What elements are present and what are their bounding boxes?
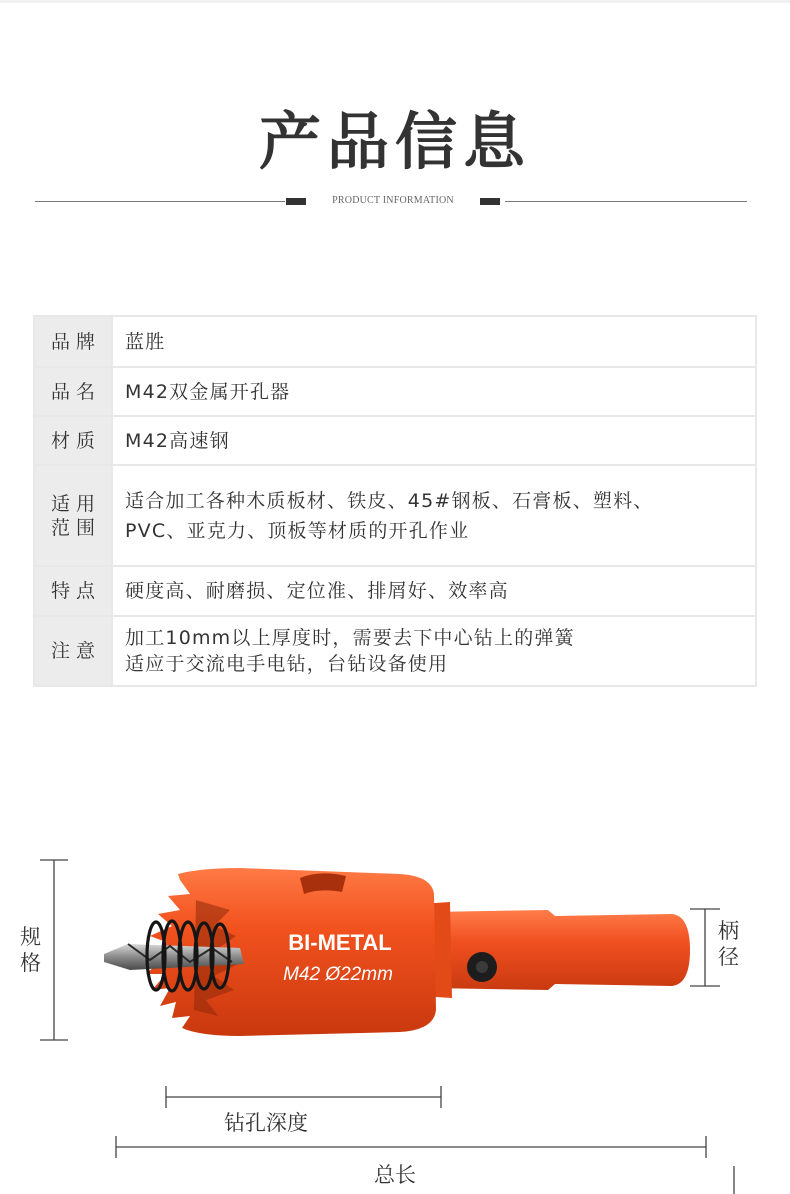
spec-value: 蓝胜: [112, 316, 756, 367]
spec-row-brand: [34, 316, 756, 367]
spec-label-line: 规: [20, 925, 41, 949]
brand-marking: BI-METAL: [288, 930, 392, 955]
spec-key: 品牌: [34, 316, 112, 367]
length-dimension-bracket: [116, 1136, 734, 1194]
spec-value-line: PVC、亚克力、顶板等材质的开孔作业: [125, 519, 470, 542]
spec-value: [112, 616, 756, 686]
length-label: 总长: [374, 1163, 416, 1187]
spec-key-line: 适用: [50, 492, 101, 515]
spec-label: [20, 924, 41, 976]
section-subtitle: PRODUCT INFORMATION: [332, 195, 454, 206]
spec-key-line: 范围: [50, 516, 101, 539]
spec-row-features: [34, 566, 756, 616]
spec-key: 品名: [34, 367, 112, 416]
depth-dimension-bracket: [166, 1086, 441, 1108]
spec-label-line: 格: [20, 951, 41, 975]
spec-value: [112, 465, 756, 566]
product-figure: [0, 840, 790, 1194]
title-rule-block-left: [286, 198, 306, 205]
title-rule-right: [505, 201, 747, 202]
spec-row-application: [34, 465, 756, 566]
set-screw-socket: [476, 961, 488, 973]
title-rule-left: [35, 201, 285, 202]
depth-label: 钻孔深度: [224, 1111, 308, 1135]
shank-label-line: 径: [718, 945, 739, 969]
spec-row-notes: [34, 616, 756, 686]
shank-label: [718, 918, 739, 970]
spec-dimension-bracket: [40, 860, 68, 1040]
size-marking: M42 Ø22mm: [283, 964, 393, 985]
spec-value-line: 加工10mm以上厚度时，需要去下中心钻上的弹簧: [125, 627, 575, 649]
title-rule-block-right: [480, 198, 500, 205]
spec-value-line: 适合加工各种木质板材、铁皮、45#钢板、石膏板、塑料、: [125, 489, 654, 512]
spec-value: 硬度高、耐磨损、定位准、排屑好、效率高: [112, 566, 756, 616]
spec-key: 材质: [34, 416, 112, 465]
section-title: 产品信息: [258, 105, 531, 178]
spec-key: 特点: [34, 566, 112, 616]
spec-row-material: [34, 416, 756, 465]
shank-label-line: 柄: [718, 919, 739, 943]
spec-value: M42双金属开孔器: [112, 367, 756, 416]
spec-key: 注意: [34, 616, 112, 686]
shank: [430, 910, 690, 990]
top-divider: [0, 0, 790, 3]
spec-table: [33, 315, 757, 687]
spec-key: [34, 465, 112, 566]
spec-value: M42高速钢: [112, 416, 756, 465]
shank-dimension-bracket: [690, 909, 720, 986]
spec-value-line: 适应于交流电手电钻，台钻设备使用: [125, 653, 449, 675]
spec-row-name: [34, 367, 756, 416]
hole-saw-illustration: [0, 840, 790, 1194]
